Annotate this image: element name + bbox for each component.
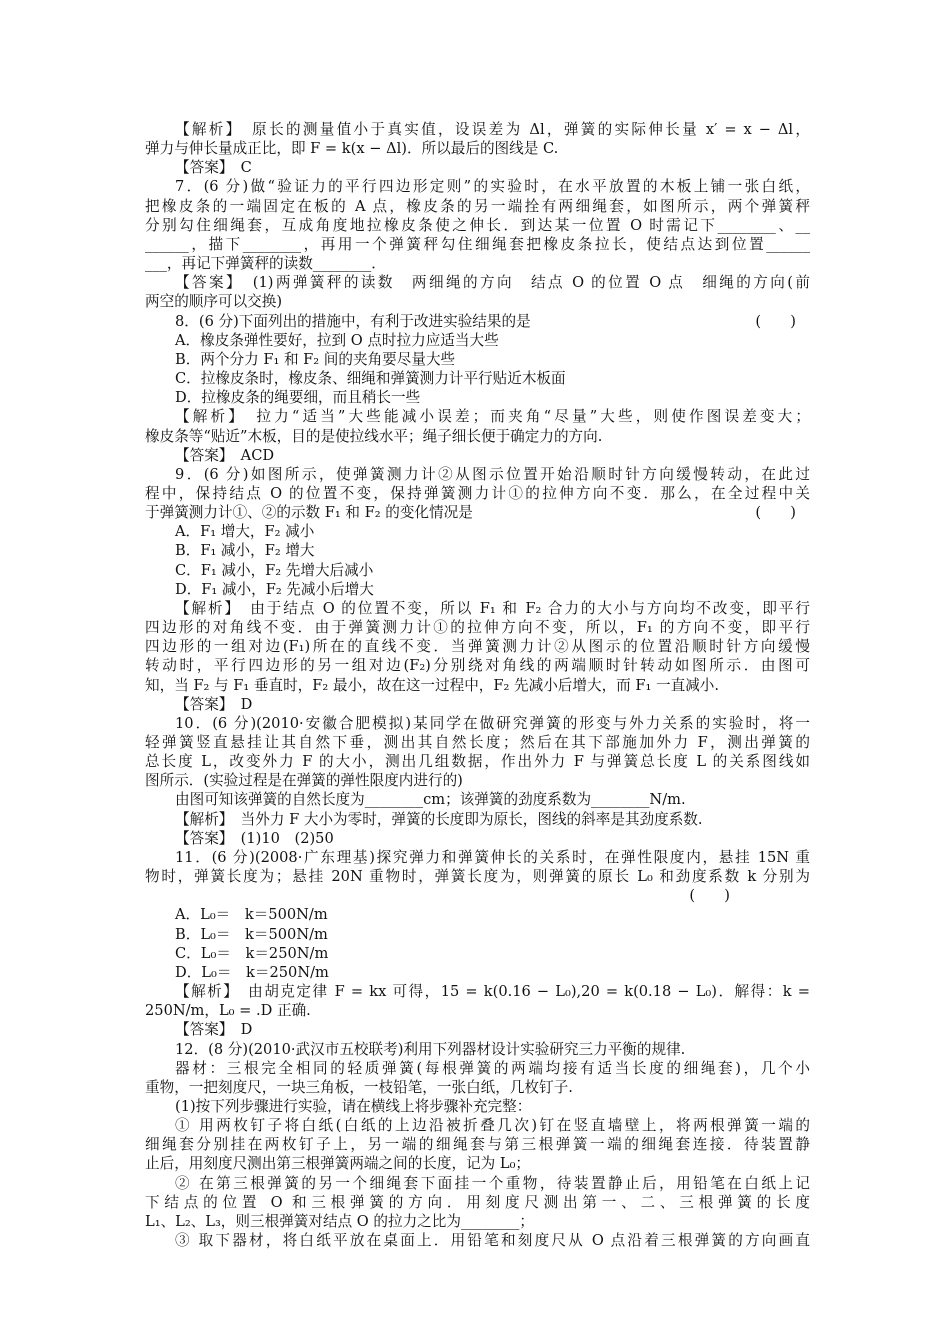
answer-line: 【答案】 D xyxy=(175,1021,253,1039)
answer-bracket-line xyxy=(145,886,810,905)
text-line: 转动时，平行四边形的另一组对边(F₂)分别绕对角线的两端顺时针转动如图所示．由图可 xyxy=(145,657,810,675)
option-c: C．F₁ 减小，F₂ 先增大后减小 xyxy=(175,561,374,579)
text-line: ______，描下________，再用一个弹簧秤勾住细绳套把橡皮条拉长，使结点达到位置______ xyxy=(145,235,810,253)
option-d: D．拉橡皮条的绳要细，而且稍长一些 xyxy=(175,389,421,407)
analysis-line: 【解析】 由胡克定律 F = kx 可得，15 = k(0.16 − L₀),20 = k(0.18 − L₀)．解得：k = xyxy=(175,983,810,1001)
answer-line: 【答案】 D xyxy=(175,695,253,713)
text-line: 止后，用刻度尺测出第三根弹簧两端之间的长度，记为 L₀； xyxy=(145,1155,531,1173)
text-line: 两空的顺序可以交换) xyxy=(145,293,283,311)
analysis-line: 【解析】 当外力 F 大小为零时，弹簧的长度即为原长，图线的斜率是其劲度系数. xyxy=(175,810,703,828)
text-line: 物时，弹簧长度为；悬挂 20N 重物时，弹簧长度为，则弹簧的原长 L₀ 和劲度系数 k 分别为 xyxy=(145,868,810,886)
option-a: A．橡皮条弹性要好，拉到 O 点时拉力应适当大些 xyxy=(175,331,499,349)
question-text: 于弹簧测力计①、②的示数 F₁ 和 F₂ 的变化情况是 xyxy=(145,504,473,522)
text-line: ② 在第三根弹簧的另一个细绳套下面挂一个重物，待装置静止后，用铅笔在白纸上记 xyxy=(175,1174,810,1192)
text-line: 下结点的位置 O 和三根弹簧的方向．用刻度尺测出第一、二、三根弹簧的长度 xyxy=(145,1193,810,1211)
answer-bracket: ( ) xyxy=(755,504,796,522)
option-b: B．L₀＝ k＝500N/m xyxy=(175,925,328,943)
text-line: 橡皮条等“贴近”木板，目的是使拉线水平；绳子细长便于确定力的方向. xyxy=(145,427,603,445)
option-a: A．F₁ 增大，F₂ 减小 xyxy=(175,523,315,541)
answer-bracket: ( ) xyxy=(689,887,730,905)
text-line: 由图可知该弹簧的自然长度为________cm；该弹簧的劲度系数为________N/m. xyxy=(175,791,686,809)
question-text: 8．(6 分)下面列出的措施中，有利于改进实验结果的是 xyxy=(175,312,531,330)
text-line: 重物，一把刻度尺，一块三角板，一枝铅笔，一张白纸，几枚钉子. xyxy=(145,1078,573,1096)
document-page xyxy=(145,120,810,1250)
text-line: ① 用两枚钉子将白纸(白纸的上边沿被折叠几次)钉在竖直墙壁上，将两根弹簧一端的 xyxy=(175,1117,810,1135)
text-line: 250N/m，L₀ = .D 正确. xyxy=(145,1002,311,1020)
answer-line: 【答案】 (1)两弹簧秤的读数 两细绳的方向 结点 O 的位置 O 点 细绳的方向(前 xyxy=(175,274,810,292)
text-line: 细绳套分别挂在两枚钉子上，另一端的细绳套与第三根弹簧一端的细绳套连接．待装置静 xyxy=(145,1136,810,1154)
question-11-title: 11．(6 分)(2008·广东理基)探究弹力和弹簧伸长的关系时，在弹性限度内，悬挂 15N 重 xyxy=(175,848,810,866)
text-line: 知，当 F₂ 与 F₁ 垂直时，F₂ 最小，故在这一过程中，F₂ 先减小后增大，而 F₁ 一直减小. xyxy=(145,676,720,694)
answer-line: 【答案】 C xyxy=(175,159,252,177)
text-line: 轻弹簧竖直悬挂让其自然下垂，测出其自然长度；然后在其下部施加外力 F，测出弹簧的 xyxy=(145,734,810,751)
text-line: L₁、L₂、L₃，则三根弹簧对结点 O 的拉力之比为________； xyxy=(145,1212,534,1230)
option-a: A．L₀＝ k＝500N/m xyxy=(175,906,328,924)
question-10-title: 10．(6 分)(2010·安徽合肥模拟)某同学在做研究弹簧的形变与外力关系的实验时，将一 xyxy=(175,714,810,732)
answer-bracket: ( ) xyxy=(755,312,796,330)
analysis-line: 【解析】 由于结点 O 的位置不变，所以 F₁ 和 F₂ 合力的大小与方向均不改变，即平行 xyxy=(175,599,810,617)
text-line: 程中，保持结点 O 的位置不变，保持弹簧测力计①的拉伸方向不变．那么，在全过程中关 xyxy=(145,484,810,502)
option-c: C．L₀＝ k＝250N/m xyxy=(175,944,329,962)
analysis-line: 【解析】 拉力“适当”大些能减小误差；而夹角“尽量”大些，则使作图误差变大； xyxy=(175,408,810,426)
option-b: B．两个分力 F₁ 和 F₂ 间的夹角要尽量大些 xyxy=(175,350,456,368)
question-7-title: 7．(6 分)做“验证力的平行四边形定则”的实验时，在水平放置的木板上铺一张白纸， xyxy=(175,178,810,196)
text-line: ___，再记下弹簧秤的读数________． xyxy=(145,255,386,273)
text-line: (1)按下列步骤进行实验，请在横线上将步骤补充完整： xyxy=(175,1097,532,1115)
text-line: ③ 取下器材，将白纸平放在桌面上．用铅笔和刻度尺从 O 点沿着三根弹簧的方向画直 xyxy=(175,1232,810,1250)
question-9-title: 9．(6 分)如图所示，使弹簧测力计②从图示位置开始沿顺时针方向缓慢转动，在此过 xyxy=(175,465,810,483)
text-line: 图所示．(实验过程是在弹簧的弹性限度内进行的) xyxy=(145,772,463,790)
question-12-title: 12．(8 分)(2010·武汉市五校联考)利用下列器材设计实验研究三力平衡的规律. xyxy=(175,1040,686,1058)
text-line xyxy=(145,503,810,522)
option-d: D．L₀＝ k＝250N/m xyxy=(175,963,329,981)
text-line: 弹力与伸长量成正比，即 F = k(x − Δl)．所以最后的图线是 C. xyxy=(145,140,559,158)
option-c: C．拉橡皮条时，橡皮条、细绳和弹簧测力计平行贴近木板面 xyxy=(175,370,566,388)
answer-line: 【答案】 (1)10 (2)50 xyxy=(175,829,334,847)
question-8-title xyxy=(145,312,810,331)
text-line: 分别勾住细绳套，互成角度地拉橡皮条使之伸长．到达某一位置 O 时需记下________、__ xyxy=(145,216,810,234)
text-line: 器材：三根完全相同的轻质弹簧(每根弹簧的两端均接有适当长度的细绳套)，几个小 xyxy=(175,1059,810,1077)
option-b: B．F₁ 减小，F₂ 增大 xyxy=(175,542,315,560)
text-line: 【解析】 原长的测量值小于真实值，设误差为 Δl，弹簧的实际伸长量 x′ = x − Δl， xyxy=(175,121,810,138)
text-line: 四边形的一组对边(F₁)所在的直线不变．当弹簧测力计②从图示的位置沿顺时针方向缓慢 xyxy=(145,638,810,656)
option-d: D．F₁ 减小，F₂ 先减小后增大 xyxy=(175,580,374,598)
answer-line: 【答案】 ACD xyxy=(175,446,275,464)
text-line: 总长度 L，改变外力 F 的大小，测出几组数据，作出外力 F 与弹簧总长度 L 的关系图线如 xyxy=(145,753,810,771)
text-line: 四边形的对角线不变．由于弹簧测力计①的拉伸方向不变，所以，F₁ 的方向不变，即平行 xyxy=(145,619,810,637)
text-line: 把橡皮条的一端固定在板的 A 点，橡皮条的另一端拴有两细绳套，如图所示，两个弹簧秤 xyxy=(145,197,810,215)
